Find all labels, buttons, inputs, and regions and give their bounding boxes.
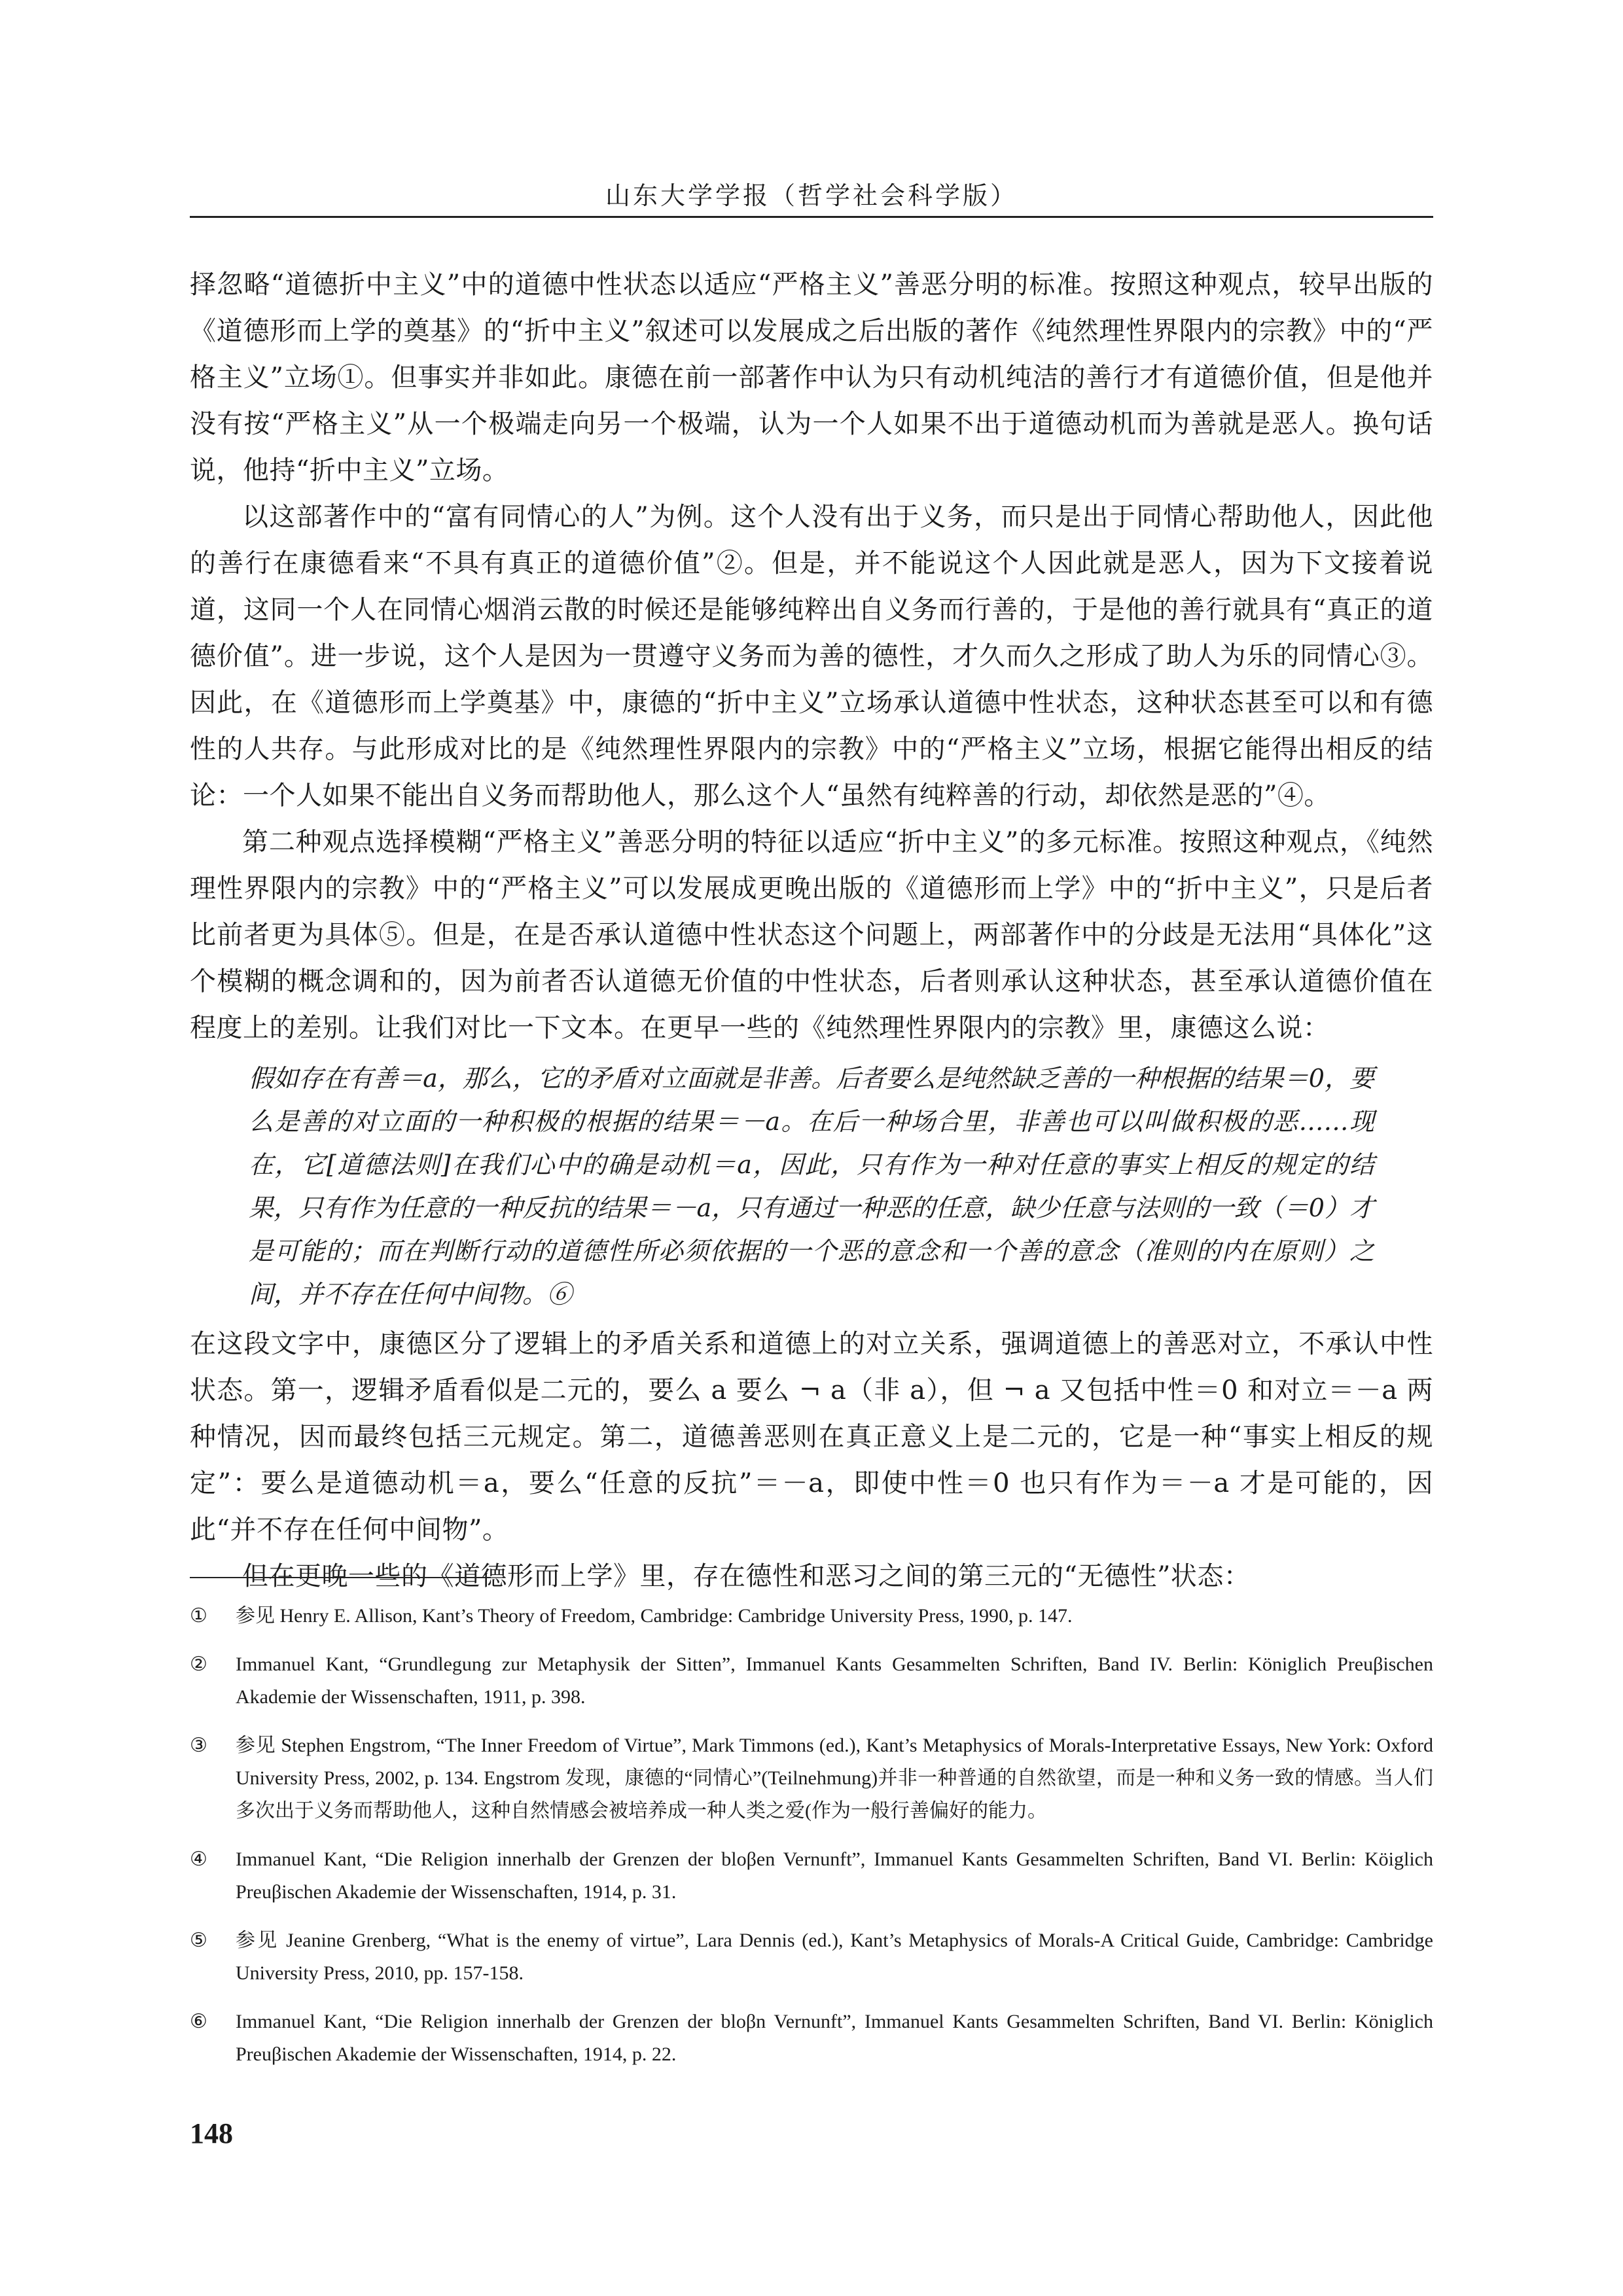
footnote xyxy=(190,1924,1433,1990)
page-number: 148 xyxy=(190,2117,233,2149)
paragraph: 以这部著作中的“富有同情心的人”为例。这个人没有出于义务，而只是出于同情心帮助他人，因此他的善行在康德看来“不具有真正的道德价值”②。但是，并不能说这个人因此就是恶人，因为下文接着说道，这同一个人在同情心烟消云散的时候还是能够纯粹出自义务而行善的，于是他的善行就具有“真正的道德价值”。进一步说，这个人是因为一贯遵守义务而为善的德性，才久而久之形成了助人为乐的同情心③。因此，在《道德形而上学奠基》中，康德的“折中主义”立场承认道德中性状态，这种状态甚至可以和有德性的人共存。与此形成对比的是《纯然理性界限内的宗教》中的“严格主义”立场，根据它能得出相反的结论：一个人如果不能出自义务而帮助他人，那么这个人“虽然有纯粹善的行动，却依然是恶的”④。 xyxy=(190,502,1433,811)
header-rule xyxy=(190,216,1433,218)
footnote-text: Immanuel Kant, “Die Religion innerhalb der Grenzen der bloβn Vernunft”, Immanuel Kants Gesammelten Schriften, Band VI. Berlin: Königlich Preuβischen Akademie der Wissenschaften, 1914, p. 22. xyxy=(236,2011,1433,2065)
body-text xyxy=(190,262,1433,1600)
footnote xyxy=(190,1729,1433,1828)
footnote-mark: ② xyxy=(190,1653,207,1675)
footnote xyxy=(190,1843,1433,1909)
paragraph: 择忽略“道德折中主义”中的道德中性状态以适应“严格主义”善恶分明的标准。按照这种观点，较早出版的《道德形而上学的奠基》的“折中主义”叙述可以发展成之后出版的著作《纯然理性界限内的宗教》中的“严格主义”立场①。但事实并非如此。康德在前一部著作中认为只有动机纯洁的善行才有道德价值，但是他并没有按“严格主义”从一个极端走向另一个极端，认为一个人如果不出于道德动机而为善就是恶人。换句话说，他持“折中主义”立场。 xyxy=(190,270,1433,486)
footnote-text: 参见 Stephen Engstrom, “The Inner Freedom of Virtue”, Mark Timmons (ed.), Kant’s Metaphysics of Morals-Interpretative Essays, New York: Oxford University Press, 2002, p. 134. Engstrom 发现，康德的“同情心”(Teilnehmung)并非一种普通的自然欲望，而是一种和义务一致的情感。当人们多次出于义务而帮助他人，这种自然情感会被培养成一种人类之爱(作为一般行善偏好的能力。 xyxy=(236,1735,1433,1822)
footnote-mark: ⑤ xyxy=(190,1930,207,1951)
footnotes xyxy=(190,1600,1433,2087)
running-head: 山东大学学报（哲学社会科学版） xyxy=(605,181,1018,210)
footnote-mark: ⑥ xyxy=(190,2011,207,2032)
paragraph: 在这段文字中，康德区分了逻辑上的矛盾关系和道德上的对立关系，强调道德上的善恶对立，不承认中性状态。第一，逻辑矛盾看似是二元的，要么 a 要么 ¬ a（非 a），但 ¬ a 又包括中性＝0 和对立＝－a 两种情况，因而最终包括三元规定。第二，道德善恶则在真正意义上是二元的，它是一种“事实上相反的规定”：要么是道德动机＝a，要么“任意的反抗”＝－a，即使中性＝0 也只有作为＝－a 才是可能的，因此“并不存在任何中间物”。 xyxy=(190,1329,1433,1545)
footnote-mark: ③ xyxy=(190,1735,207,1756)
footnote-mark: ① xyxy=(190,1605,207,1627)
footnote xyxy=(190,1648,1433,1714)
footnote-text: 参见 Jeanine Grenberg, “What is the enemy of virtue”, Lara Dennis (ed.), Kant’s Metaphysics of Morals-A Critical Guide, Cambridge: Cambridge University Press, 2010, pp. 157-158. xyxy=(236,1930,1433,1984)
footnote-mark: ④ xyxy=(190,1848,207,1870)
footnote xyxy=(190,2005,1433,2071)
block-quote: 假如存在有善＝a，那么，它的矛盾对立面就是非善。后者要么是纯然缺乏善的一种根据的结果＝0，要么是善的对立面的一种积极的根据的结果＝－a。在后一种场合里，非善也可以叫做积极的恶……现在，它[道德法则]在我们心中的确是动机＝a，因此，只有作为一种对任意的事实上相反的规定的结果，只有作为任意的一种反抗的结果＝－a，只有通过一种恶的任意，缺少任意与法则的一致（＝0）才是可能的；而在判断行动的道德性所必须依据的一个恶的意念和一个善的意念（准则的内在原则）之间，并不存在任何中间物。⑥ xyxy=(249,1064,1374,1309)
footnote-text: Immanuel Kant, “Grundlegung zur Metaphysik der Sitten”, Immanuel Kants Gesammelten Schriften, Band IV. Berlin: Königlich Preuβischen Akademie der Wissenschaften, 1911, p. 398. xyxy=(236,1653,1433,1708)
footnote-text: 参见 Henry E. Allison, Kant’s Theory of Freedom, Cambridge: Cambridge University Press, 1990, p. 147. xyxy=(236,1605,1073,1627)
footnote xyxy=(190,1600,1433,1633)
paragraph: 第二种观点选择模糊“严格主义”善恶分明的特征以适应“折中主义”的多元标准。按照这种观点，《纯然理性界限内的宗教》中的“严格主义”可以发展成更晚出版的《道德形而上学》中的“折中主义”，只是后者比前者更为具体⑤。但是，在是否承认道德中性状态这个问题上，两部著作中的分歧是无法用“具体化”这个模糊的概念调和的，因为前者否认道德无价值的中性状态，后者则承认这种状态，甚至承认道德价值在程度上的差别。让我们对比一下文本。在更早一些的《纯然理性界限内的宗教》里，康德这么说： xyxy=(190,827,1433,1043)
footnote-rule xyxy=(190,1577,491,1578)
footnote-text: Immanuel Kant, “Die Religion innerhalb der Grenzen der bloβen Vernunft”, Immanuel Kants Gesammelten Schriften, Band VI. Berlin: Köiglich Preuβischen Akademie der Wissenschaften, 1914, p. 31. xyxy=(236,1848,1433,1903)
paragraph: 但在更晚一些的《道德形而上学》里，存在德性和恶习之间的第三元的“无德性”状态： xyxy=(242,1561,1251,1591)
